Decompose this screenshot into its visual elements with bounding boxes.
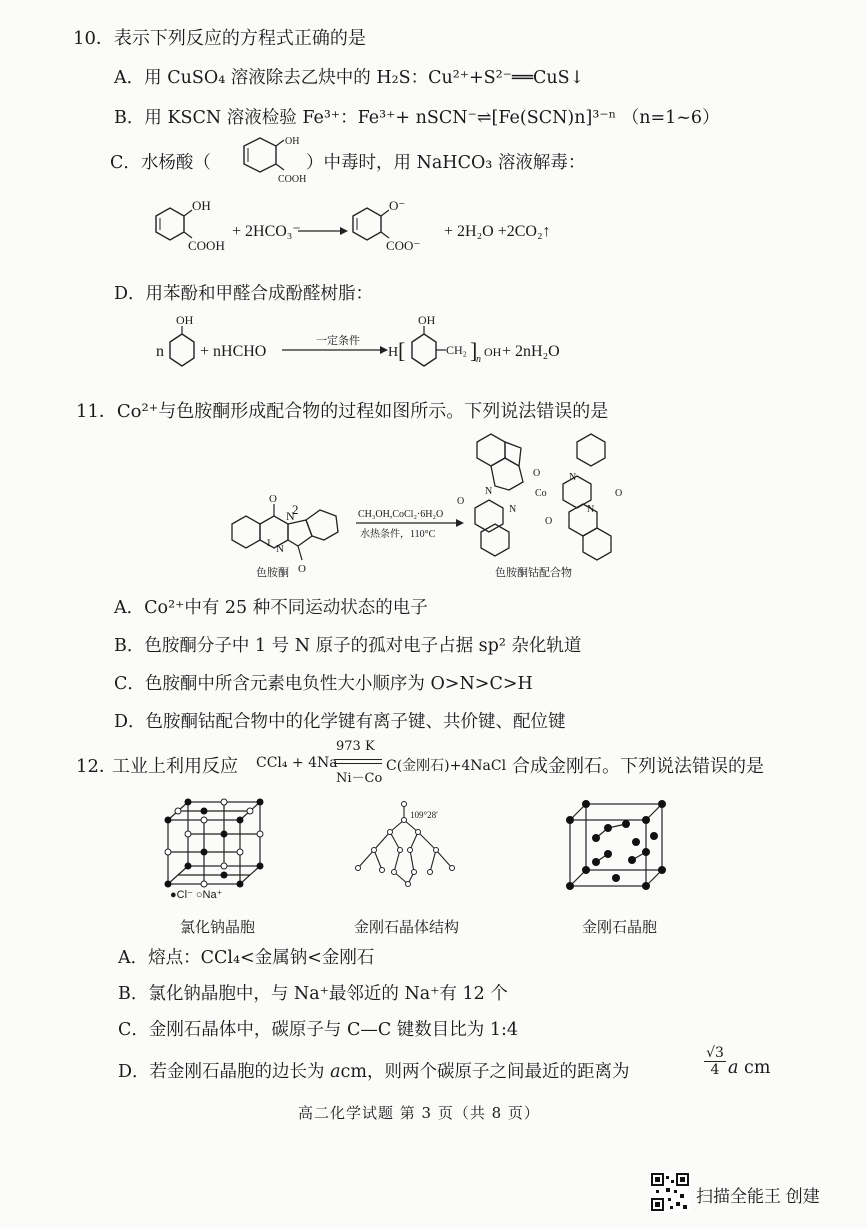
svg-text:2: 2 [292,502,299,517]
option-label: D． [118,1062,150,1082]
q11-option-a [114,594,428,619]
arrow-top: CH₃OH,CoCl₂·6H₂O [358,509,444,520]
bond-angle: 109°28′ [410,810,439,820]
c-reagent: + 2HCO₃⁻ [232,223,301,240]
option-label: A． [114,68,145,88]
q12-option-d [118,1058,629,1083]
q10-option-d [114,280,373,305]
svg-text:O: O [533,468,541,479]
option-label: C． [118,1020,149,1040]
q12-option-a [118,944,374,969]
svg-text:COO⁻: COO⁻ [386,238,421,253]
q10-d-equation [156,313,596,376]
option-text: 色胺酮分子中 1 号 N 原子的孤对电子占据 sp² 杂化轨道 [144,636,582,656]
q11-stem [76,397,608,423]
svg-text:COOH: COOH [278,174,307,185]
q12-eq-right: C(金刚石)+4NaCl [386,758,507,774]
svg-text:OH: OH [192,198,211,213]
diamond-unit-cell [562,798,672,893]
q10-c-equation [148,196,598,256]
q12-option-c [118,1016,518,1041]
svg-text:O⁻: O⁻ [389,198,406,213]
option-label: A． [118,948,149,968]
diamond-crystal-structure [352,798,467,890]
nacl-unit-cell [160,798,270,898]
svg-text:N: N [286,509,295,523]
arrow-bottom: 水热条件，110°C [360,529,436,540]
option-label: B． [118,984,149,1004]
d-water: + 2nH₂O [502,343,560,360]
option-text: 熔点：CCl₄<金属钠<金刚石 [148,948,375,968]
svg-text:]: ] [470,338,478,363]
svg-text:O: O [615,488,623,499]
option-label: C． [110,153,141,173]
question-number: 10． [73,28,114,49]
option-text: 氯化钠晶胞中，与 Na⁺最邻近的 Na⁺有 12 个 [148,984,508,1004]
svg-text:N: N [569,472,577,483]
svg-text:O: O [457,496,465,507]
q10-option-c-tail: ）中毒时，用 NaHCO₃ 溶液解毒： [306,153,586,173]
option-text: 水杨酸（ [140,153,211,173]
unit: cm [744,1058,771,1078]
tryptanthrin-structure [226,490,351,580]
salicylic-acid-structure [228,136,308,186]
right-caption: 色胺酮钴配合物 [495,567,572,579]
page-footer: 高二化学试题 第 3 页（共 8 页） [298,1104,540,1122]
option-text: 用 CuSO₄ 溶液除去乙炔中的 H₂S：Cu²⁺+S²⁻══CuS↓ [144,68,585,88]
option-label: D． [114,284,146,304]
q10-stem [73,24,366,50]
fig2-caption: 金刚石晶体结构 [354,918,460,936]
variable-a: a [728,1058,739,1078]
option-text: Co²⁺中有 25 种不同运动状态的电子 [144,598,428,618]
svg-text:O: O [298,563,306,575]
question-number: 11． [76,401,117,422]
camscanner-watermark: 扫描全能王 创建 [696,1187,820,1206]
left-caption: 色胺酮 [256,567,289,579]
option-text: 色胺酮钴配合物中的化学键有离子键、共价键、配位键 [145,712,566,732]
fraction-denominator: 4 [710,1062,720,1078]
d-ch2: CH₂ [446,343,467,357]
c-products: + 2H₂O +2CO₂↑ [444,223,551,240]
option-label: D． [114,712,146,732]
svg-text:n: n [476,354,481,365]
q12-stem-post: 合成金刚石。下列说法错误的是 [512,756,764,777]
option-text: cm，则两个碳原子之间最近的距离为 [340,1062,630,1082]
q12-d-unit [728,1058,770,1078]
q12-option-b [118,980,508,1005]
option-text: 用苯酚和甲醛合成酚醛树脂： [145,284,374,304]
q10-option-c [110,149,211,174]
svg-text:O: O [269,493,277,505]
question-text: 表示下列反应的方程式正确的是 [113,28,366,49]
svg-text:N: N [276,543,284,555]
q12-number: 12． [76,756,117,777]
fig3-caption: 金刚石晶胞 [582,918,658,936]
svg-text:OH: OH [418,313,436,327]
svg-text:O: O [545,516,553,527]
cobalt-complex-structure [457,428,640,583]
svg-text:Co: Co [535,488,547,499]
question-text: Co²⁺与色胺酮形成配合物的过程如图所示。下列说法错误的是 [116,401,609,422]
option-label: B． [114,636,145,656]
d-oh: OH [484,345,502,359]
q10-option-a [114,64,584,89]
qr-code-icon [650,1172,690,1212]
reaction-arrow [356,505,466,545]
option-text: 色胺酮中所含元素电负性大小顺序为 O>N>C>H [144,674,533,694]
svg-text:1: 1 [266,537,272,549]
option-text: 用 KSCN 溶液检验 Fe³⁺：Fe³⁺+ nSCN⁻⇌[Fe(SCN)n]³⁻ⁿ （n=1~6） [144,108,720,128]
q12-stem-pre: 工业上利用反应 [112,756,238,777]
svg-text:N: N [485,486,493,497]
q12-eq-left: CCl₄ + 4Na [256,755,338,771]
fraction-numerator: √3 [704,1045,726,1062]
svg-text:N: N [509,504,517,515]
q11-option-c [114,670,533,695]
d-reagent: + nHCHO [200,343,267,360]
q11-option-b [114,632,581,657]
nacl-legend: ●Cl⁻ ○Na⁺ [170,889,223,901]
fraction [704,1045,726,1078]
d-condition: 一定条件 [316,335,360,347]
d-n: n [156,343,164,360]
option-label: A． [114,598,145,618]
d-h: H [388,345,399,360]
svg-text:[: [ [398,338,406,363]
svg-text:OH: OH [176,313,194,327]
q10-option-b [114,104,720,129]
svg-text:OH: OH [285,136,300,147]
q12-eq-bottom: Ni－Co [336,771,383,786]
variable-a: a [330,1062,341,1082]
svg-text:N: N [587,504,595,515]
svg-text:COOH: COOH [188,238,225,253]
q12-eq-sign [334,759,382,764]
fig1-caption: 氯化钠晶胞 [180,918,256,936]
q12-eq-top: 973 K [336,739,375,754]
option-label: C． [114,674,145,694]
q11-option-d [114,708,566,733]
option-text: 金刚石晶体中，碳原子与 C—C 键数目比为 1:4 [148,1020,519,1040]
option-label: B． [114,108,145,128]
option-text: 若金刚石晶胞的边长为 [149,1062,325,1082]
